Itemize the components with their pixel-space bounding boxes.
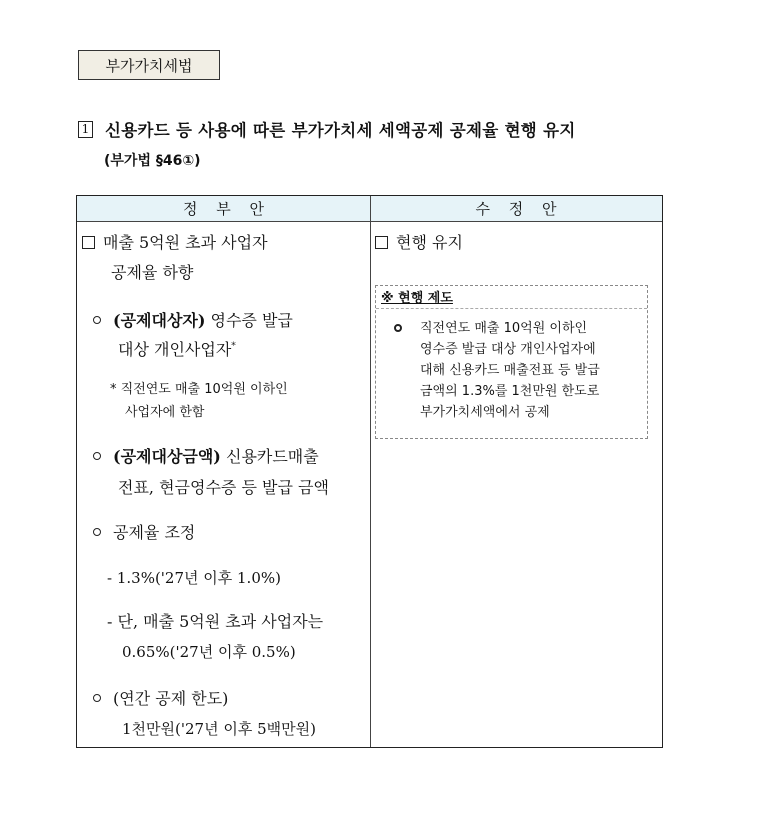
limit-text: 1천만원('27년 이후 5백만원) — [122, 720, 316, 738]
box-divider — [376, 308, 647, 309]
law-reference: (부가법 §46①) — [104, 153, 201, 169]
left-main-item-line2: 공제율 하향 — [111, 263, 194, 282]
limit-item — [93, 686, 228, 709]
item-number-box: 1 — [78, 121, 93, 138]
target-text-line2: 대상 개인사업자 — [118, 340, 232, 359]
rate-title: 공제율 조정 — [113, 523, 196, 542]
box-line: 대해 신용카드 매출전표 등 발급 — [420, 363, 600, 378]
amount-label: (공제대상금액) — [113, 447, 221, 466]
note-line2: 사업자에 한함 — [125, 405, 205, 420]
box-line: 부가가치세액에서 공제 — [420, 405, 550, 420]
right-main-item-text: 현행 유지 — [396, 233, 463, 252]
checkbox-square-icon — [82, 236, 95, 249]
section-tag: 부가가치세법 — [78, 50, 220, 80]
current-system-body — [420, 318, 600, 423]
rate-line3: 0.65%('27년 이후 0.5%) — [122, 643, 296, 661]
column-divider — [370, 196, 371, 747]
footnote-mark: * — [231, 341, 236, 352]
current-system-title: ※ 현행 제도 — [381, 291, 453, 306]
box-line: 직전연도 매출 10억원 이하인 — [420, 321, 588, 336]
current-system-box — [375, 285, 648, 439]
right-main-item — [375, 230, 463, 253]
rate-line1: - 1.3%('27년 이후 1.0%) — [107, 569, 281, 587]
amount-item — [93, 444, 319, 467]
target-text-line1: 영수증 발급 — [210, 311, 293, 330]
target-line2-wrap — [118, 337, 236, 360]
bullet-circle-icon — [394, 324, 402, 332]
note-line1: * 직전연도 매출 10억원 이하인 — [110, 382, 288, 397]
left-main-item — [82, 230, 268, 253]
bullet-circle-icon — [93, 452, 101, 460]
target-item — [93, 308, 293, 331]
box-line: 영수증 발급 대상 개인사업자에 — [420, 342, 596, 357]
bullet-circle-icon — [93, 528, 101, 536]
left-main-item-line1: 매출 5억원 초과 사업자 — [103, 233, 268, 252]
box-line: 금액의 1.3%를 1천만원 한도로 — [420, 384, 600, 399]
amount-text-line2: 전표, 현금영수증 등 발급 금액 — [118, 478, 329, 497]
bullet-circle-icon — [93, 694, 101, 702]
amount-text-line1: 신용카드매출 — [225, 447, 319, 466]
comparison-table — [76, 195, 663, 748]
header-government-proposal: 정 부 안 — [182, 200, 264, 218]
limit-title: (연간 공제 한도) — [113, 689, 229, 708]
bullet-circle-icon — [93, 316, 101, 324]
rate-item — [93, 520, 195, 543]
rate-line2: - 단, 매출 5억원 초과 사업자는 — [107, 612, 324, 631]
section-heading — [78, 117, 576, 141]
checkbox-square-icon — [375, 236, 388, 249]
target-label: (공제대상자) — [113, 311, 206, 330]
header-amendment: 수 정 안 — [475, 200, 557, 218]
heading-title: 신용카드 등 사용에 따른 부가가치세 세액공제 공제율 현행 유지 — [105, 121, 576, 140]
